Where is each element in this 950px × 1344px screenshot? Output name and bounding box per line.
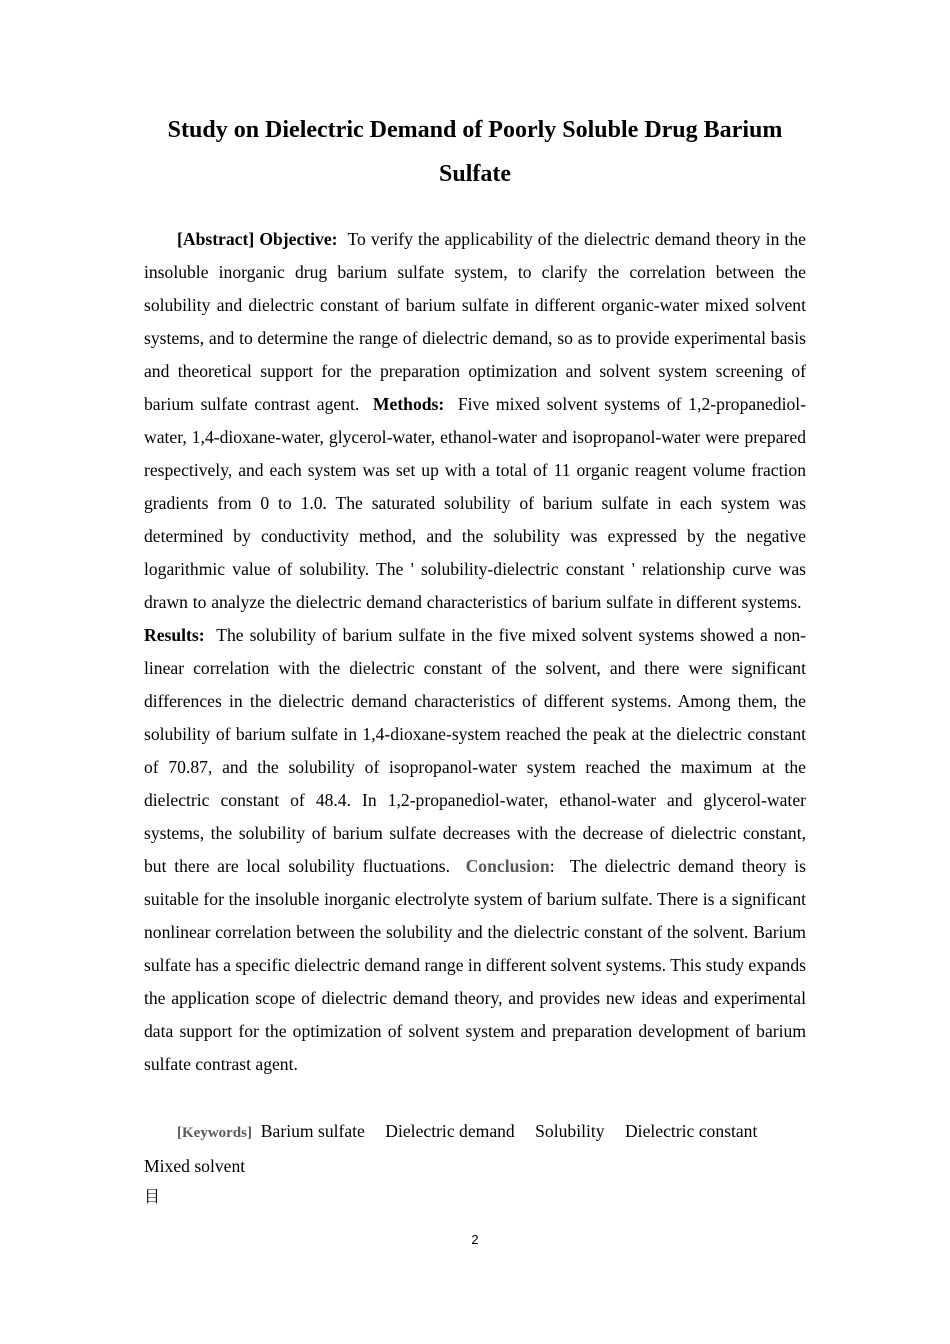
abstract-conclusion-label: Conclusion <box>465 856 550 876</box>
abstract-results-text: The solubility of barium sulfate in the five mixed solvent systems showed a non-linear correlation with the dielectric constant of the solvent, and there were significant differences in the dielectric demand characteristics of different systems. Among them, the solubility of barium sulfate in 1,4-dioxane-system reached the peak at the dielectric constant of 70.87, and the solubility of isopropanol-water system reached the maximum at the dielectric constant of 48.4. In 1,2-propanediol-water, ethanol-water and glycerol-water systems, the solubility of barium sulfate decreases with the decrease of dielectric constant, but there are local solubility fluctuations. <box>144 625 806 876</box>
keyword-item: Dielectric constant <box>624 1121 758 1141</box>
abstract-conclusion-colon: : <box>549 856 555 876</box>
keyword-item: Dielectric demand <box>385 1121 515 1141</box>
abstract-paragraph <box>144 223 806 1081</box>
abstract-conclusion-text: The dielectric demand theory is suitable for the insoluble inorganic electrolyte system of barium sulfate. There is a significant nonlinear correlation between the solubility and the dielectric constant of the solvent. Barium sulfate has a specific dielectric demand range in different solvent systems. This study expands the application scope of dielectric demand theory, and provides new ideas and experimental data support for the optimization of solvent system and preparation development of barium sulfate contrast agent. <box>144 856 807 1074</box>
paper-title: Study on Dielectric Demand of Poorly Soluble Drug Barium Sulfate <box>167 117 783 187</box>
keyword-item: Barium sulfate <box>260 1121 365 1141</box>
abstract-objective-label: [Abstract] Objective: <box>177 229 338 249</box>
table-of-contents-heading: 目 <box>144 1187 161 1206</box>
abstract-methods-label: Methods: <box>372 394 445 414</box>
abstract-results-label: Results: <box>144 625 205 645</box>
abstract-methods-text: Five mixed solvent systems of 1,2-propanediol-water, 1,4-dioxane-water, glycerol-water, ethanol-water and isopropanol-water were prepared respectively, and each system was set up with a total of 11 organic reagent volume fraction gradients from 0 to 1.0. The saturated solubility of barium sulfate in each system was determined by conductivity method, and the solubility was expressed by the negative logarithmic value of solubility. The ' solubility-dielectric constant ' relationship curve was drawn to analyze the dielectric demand characteristics of barium sulfate in different systems. <box>144 394 807 612</box>
keyword-item: Solubility <box>535 1121 605 1141</box>
page-number: 2 <box>471 1232 479 1247</box>
abstract-objective-text: To verify the applicability of the dielectric demand theory in the insoluble inorganic drug barium sulfate system, to clarify the correlation between the solubility and dielectric constant of barium sulfate in different organic-water mixed solvent systems, and to determine the range of dielectric demand, so as to provide experimental basis and theoretical support for the preparation optimization and solvent system screening of barium sulfate contrast agent. <box>144 229 806 414</box>
keywords-line <box>144 1115 806 1183</box>
keyword-item: Mixed solvent <box>144 1156 246 1176</box>
keywords-label: [Keywords] <box>177 1125 252 1141</box>
